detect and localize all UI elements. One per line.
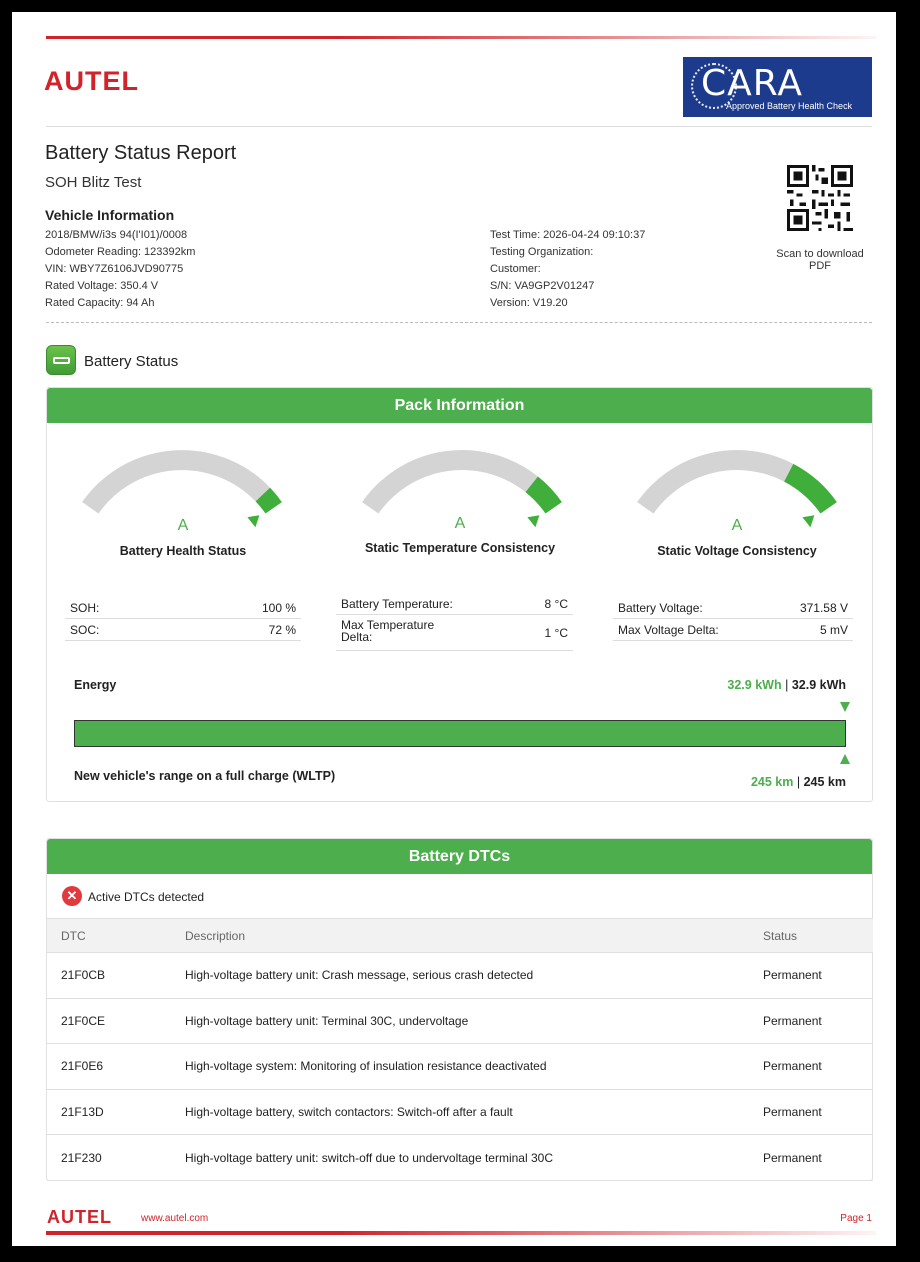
battery-temperature-row: Battery Temperature: 8 °C [336, 593, 573, 615]
energy-bar-fill [75, 721, 845, 746]
max-temperature-delta-row: Max Temperature Delta: 1 °C [336, 615, 573, 651]
version: Version: V19.20 [490, 297, 568, 309]
header-divider [46, 126, 872, 127]
dtc-table-header [47, 919, 873, 953]
dtc-code: 21F13D [47, 1089, 171, 1135]
qr-code-icon[interactable] [787, 165, 853, 231]
vehicle-model: 2018/BMW/i3s 94(I'I01)/0008 [45, 229, 188, 241]
footer-autel-logo: AUTEL [47, 1207, 112, 1227]
bottom-accent-line [46, 1231, 876, 1235]
battery-status-icon [46, 345, 76, 375]
test-time: Test Time: 2026-04-24 09:10:37 [490, 229, 646, 241]
odometer: Odometer Reading: 123392km [45, 246, 196, 258]
page-number: Page 1 [840, 1213, 872, 1224]
vehicle-info-right [490, 227, 750, 312]
energy-bar [74, 720, 846, 747]
col-dtc: DTC [47, 919, 171, 953]
dtc-status: Permanent [749, 998, 873, 1044]
dtc-description: High-voltage battery unit: Terminal 30C, undervoltage [171, 998, 749, 1044]
table-row [47, 953, 873, 999]
grade-temperature-consistency: A [454, 515, 466, 532]
rated-voltage: Rated Voltage: 350.4 V [45, 280, 159, 292]
soh-row: SOH: 100 % [65, 597, 301, 619]
report-subtitle: SOH Blitz Test [45, 174, 142, 191]
dtc-code: 21F0E6 [47, 1044, 171, 1090]
dtc-status: Permanent [749, 1044, 873, 1090]
col-status: Status [749, 919, 873, 953]
vehicle-info-heading: Vehicle Information [45, 207, 175, 223]
qr-caption: Scan to download PDF [776, 248, 864, 272]
title-voltage-consistency: Static Voltage Consistency [657, 544, 817, 558]
energy-values [727, 678, 846, 692]
dtc-code: 21F0CB [47, 953, 171, 999]
table-row [47, 998, 873, 1044]
dtc-code: 21F0CE [47, 998, 171, 1044]
soc-row: SOC: 72 % [65, 619, 301, 641]
table-row [47, 1089, 873, 1135]
vehicle-info-left [45, 227, 445, 312]
dtc-code: 21F230 [47, 1135, 171, 1181]
battery-voltage-row: Battery Voltage: 371.58 V [613, 597, 853, 619]
top-accent-line [46, 36, 876, 39]
range-values [751, 775, 846, 789]
title-battery-health: Battery Health Status [119, 544, 247, 558]
dtc-status: Permanent [749, 1135, 873, 1181]
section-divider [46, 322, 872, 323]
cara-badge [683, 57, 872, 117]
range-separator: | [796, 775, 801, 789]
rated-capacity: Rated Capacity: 94 Ah [45, 297, 155, 309]
table-row [47, 1135, 873, 1181]
energy-separator: | [785, 678, 789, 692]
report-title: Battery Status Report [45, 142, 237, 164]
grade-battery-health: A [177, 517, 189, 534]
dtc-description: High-voltage battery unit: Crash message, serious crash detected [171, 953, 749, 999]
dtc-table [47, 918, 873, 1181]
cara-subtitle: Approved Battery Health Check [726, 101, 853, 111]
dtc-description: High-voltage battery, switch contactors: Switch-off after a fault [171, 1089, 749, 1135]
battery-dtcs-header: Battery DTCs [47, 839, 872, 874]
footer-url[interactable]: www.autel.com [141, 1213, 209, 1224]
testing-organization: Testing Organization: [490, 246, 594, 258]
range-current: 245 km [750, 775, 794, 789]
vin: VIN: WBY7Z6106JVD90775 [45, 263, 184, 275]
table-row [47, 1044, 873, 1090]
dtc-description: High-voltage battery unit: switch-off due to undervoltage terminal 30C [171, 1135, 749, 1181]
grade-voltage-consistency: A [731, 517, 743, 534]
energy-total: 32.9 kWh [791, 678, 846, 692]
pack-information-header: Pack Information [47, 388, 872, 423]
range-label: New vehicle's range on a full charge (WLTP) [74, 769, 336, 783]
report-page [12, 12, 896, 1246]
error-icon: ✕ [62, 886, 82, 906]
energy-marker-top [840, 702, 850, 712]
title-temperature-consistency: Static Temperature Consistency [364, 541, 556, 555]
dtc-description: High-voltage system: Monitoring of insulation resistance deactivated [171, 1044, 749, 1090]
energy-current: 32.9 kWh [727, 678, 782, 692]
dtc-status: Permanent [749, 1089, 873, 1135]
customer: Customer: [490, 263, 541, 275]
max-voltage-delta-row: Max Voltage Delta: 5 mV [613, 619, 853, 641]
cara-word: CARA [701, 63, 803, 104]
range-total: 245 km [803, 775, 846, 789]
battery-status-label: Battery Status [84, 353, 179, 370]
col-description: Description [171, 919, 749, 953]
energy-marker-bottom [840, 754, 850, 764]
autel-logo: AUTEL [44, 66, 139, 96]
dtc-status: Permanent [749, 953, 873, 999]
energy-label: Energy [74, 678, 117, 692]
serial-number: S/N: VA9GP2V01247 [490, 280, 595, 292]
dtc-alert-text: Active DTCs detected [88, 890, 205, 904]
